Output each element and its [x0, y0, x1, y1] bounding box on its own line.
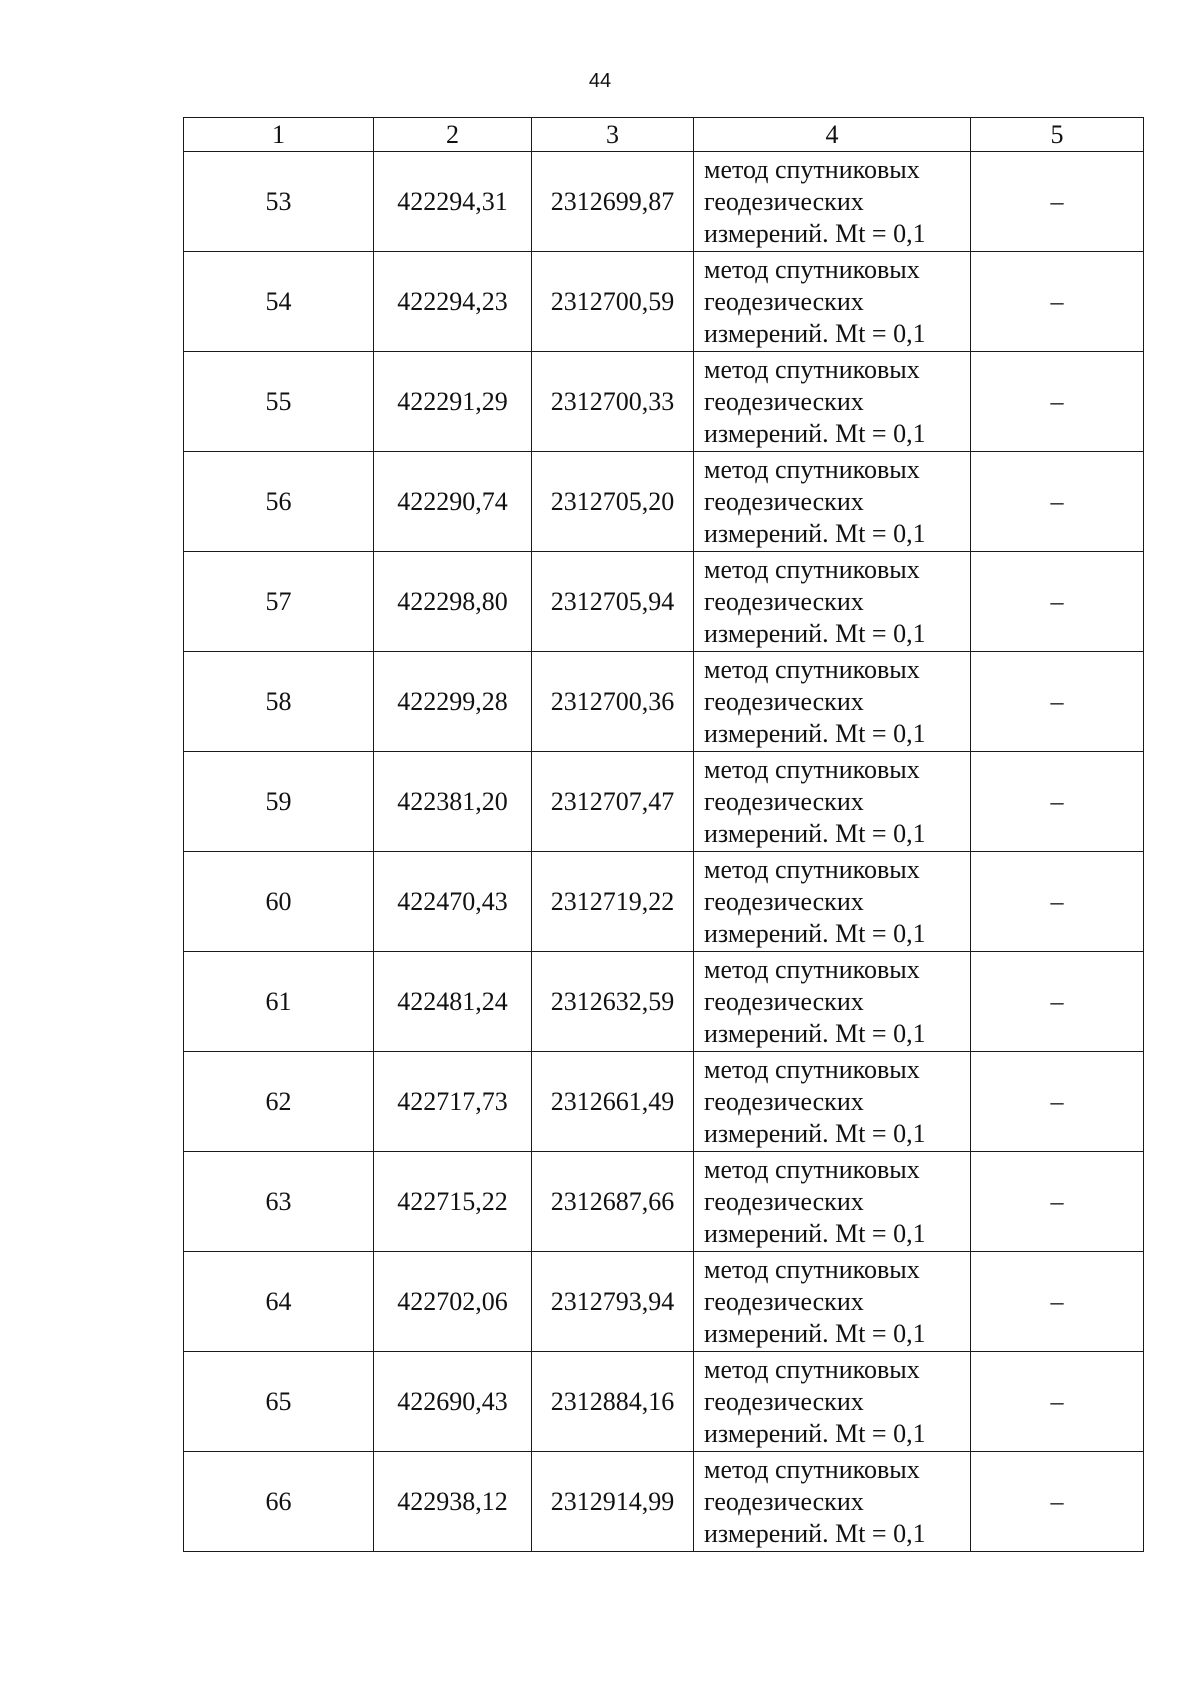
table-row — [184, 1352, 1144, 1452]
method-line: измерений. Mt = 0,1 — [704, 918, 926, 948]
table-row — [184, 852, 1144, 952]
table-row — [184, 1152, 1144, 1252]
method-cell — [694, 1052, 971, 1152]
header-col-5: 5 — [971, 118, 1144, 152]
note-cell: – — [971, 552, 1144, 652]
note-cell: – — [971, 1252, 1144, 1352]
method-line: геодезических — [704, 1386, 864, 1416]
method-cell — [694, 552, 971, 652]
coordinates-table — [183, 117, 1144, 1552]
page-number: 44 — [588, 70, 612, 92]
point-number-cell: 59 — [184, 752, 374, 852]
header-col-1: 1 — [184, 118, 374, 152]
method-line: метод спутниковых — [704, 1154, 920, 1184]
y-coordinate-cell: 2312884,16 — [532, 1352, 694, 1452]
method-cell — [694, 1352, 971, 1452]
method-line: метод спутниковых — [704, 954, 920, 984]
table-row — [184, 952, 1144, 1052]
point-number-cell: 66 — [184, 1452, 374, 1552]
point-number-cell: 65 — [184, 1352, 374, 1452]
method-line: измерений. Mt = 0,1 — [704, 1018, 926, 1048]
method-line: измерений. Mt = 0,1 — [704, 718, 926, 748]
point-number-cell: 53 — [184, 152, 374, 252]
y-coordinate-cell: 2312914,99 — [532, 1452, 694, 1552]
y-coordinate-cell: 2312719,22 — [532, 852, 694, 952]
note-cell: – — [971, 652, 1144, 752]
y-coordinate-cell: 2312707,47 — [532, 752, 694, 852]
method-line: геодезических — [704, 586, 864, 616]
method-line: метод спутниковых — [704, 1054, 920, 1084]
y-coordinate-cell: 2312661,49 — [532, 1052, 694, 1152]
method-line: измерений. Mt = 0,1 — [704, 418, 926, 448]
note-cell: – — [971, 352, 1144, 452]
note-cell: – — [971, 752, 1144, 852]
method-line: геодезических — [704, 186, 864, 216]
point-number-cell: 63 — [184, 1152, 374, 1252]
point-number-cell: 54 — [184, 252, 374, 352]
method-line: геодезических — [704, 1086, 864, 1116]
note-cell: – — [971, 952, 1144, 1052]
x-coordinate-cell: 422290,74 — [374, 452, 532, 552]
method-line: измерений. Mt = 0,1 — [704, 818, 926, 848]
method-line: измерений. Mt = 0,1 — [704, 1118, 926, 1148]
method-line: геодезических — [704, 386, 864, 416]
x-coordinate-cell: 422690,43 — [374, 1352, 532, 1452]
method-line: измерений. Mt = 0,1 — [704, 318, 926, 348]
method-line: геодезических — [704, 986, 864, 1016]
method-line: геодезических — [704, 686, 864, 716]
method-line: измерений. Mt = 0,1 — [704, 618, 926, 648]
table-row — [184, 152, 1144, 252]
header-col-2: 2 — [374, 118, 532, 152]
method-line: метод спутниковых — [704, 1454, 920, 1484]
x-coordinate-cell: 422715,22 — [374, 1152, 532, 1252]
point-number-cell: 57 — [184, 552, 374, 652]
method-line: геодезических — [704, 886, 864, 916]
method-line: геодезических — [704, 486, 864, 516]
x-coordinate-cell: 422294,31 — [374, 152, 532, 252]
note-cell: – — [971, 1352, 1144, 1452]
note-cell: – — [971, 252, 1144, 352]
method-line: метод спутниковых — [704, 354, 920, 384]
method-line: геодезических — [704, 1486, 864, 1516]
table-row — [184, 252, 1144, 352]
method-cell — [694, 952, 971, 1052]
header-col-4: 4 — [694, 118, 971, 152]
method-line: метод спутниковых — [704, 1254, 920, 1284]
method-line: метод спутниковых — [704, 1354, 920, 1384]
header-col-3: 3 — [532, 118, 694, 152]
x-coordinate-cell: 422470,43 — [374, 852, 532, 952]
y-coordinate-cell: 2312793,94 — [532, 1252, 694, 1352]
method-line: геодезических — [704, 1186, 864, 1216]
y-coordinate-cell: 2312699,87 — [532, 152, 694, 252]
header-row — [184, 118, 1144, 152]
x-coordinate-cell: 422291,29 — [374, 352, 532, 452]
method-cell — [694, 1252, 971, 1352]
y-coordinate-cell: 2312705,20 — [532, 452, 694, 552]
table-row — [184, 1252, 1144, 1352]
method-cell — [694, 452, 971, 552]
point-number-cell: 55 — [184, 352, 374, 452]
table-header — [184, 118, 1144, 152]
table-body — [184, 152, 1144, 1552]
note-cell: – — [971, 1452, 1144, 1552]
x-coordinate-cell: 422381,20 — [374, 752, 532, 852]
method-line: метод спутниковых — [704, 554, 920, 584]
x-coordinate-cell: 422717,73 — [374, 1052, 532, 1152]
method-line: геодезических — [704, 786, 864, 816]
table-row — [184, 352, 1144, 452]
point-number-cell: 60 — [184, 852, 374, 952]
method-cell — [694, 1452, 971, 1552]
point-number-cell: 61 — [184, 952, 374, 1052]
note-cell: – — [971, 152, 1144, 252]
method-cell — [694, 252, 971, 352]
point-number-cell: 58 — [184, 652, 374, 752]
y-coordinate-cell: 2312700,59 — [532, 252, 694, 352]
table-row — [184, 1052, 1144, 1152]
table-row — [184, 1452, 1144, 1552]
note-cell: – — [971, 1052, 1144, 1152]
table-row — [184, 552, 1144, 652]
x-coordinate-cell: 422294,23 — [374, 252, 532, 352]
method-line: метод спутниковых — [704, 454, 920, 484]
method-line: геодезических — [704, 286, 864, 316]
method-line: метод спутниковых — [704, 254, 920, 284]
point-number-cell: 64 — [184, 1252, 374, 1352]
method-line: метод спутниковых — [704, 754, 920, 784]
note-cell: – — [971, 1152, 1144, 1252]
y-coordinate-cell: 2312700,33 — [532, 352, 694, 452]
y-coordinate-cell: 2312687,66 — [532, 1152, 694, 1252]
method-line: метод спутниковых — [704, 154, 920, 184]
table-row — [184, 652, 1144, 752]
method-line: измерений. Mt = 0,1 — [704, 1418, 926, 1448]
note-cell: – — [971, 852, 1144, 952]
method-cell — [694, 352, 971, 452]
method-cell — [694, 1152, 971, 1252]
x-coordinate-cell: 422938,12 — [374, 1452, 532, 1552]
table-row — [184, 752, 1144, 852]
method-line: измерений. Mt = 0,1 — [704, 218, 926, 248]
method-cell — [694, 652, 971, 752]
method-line: измерений. Mt = 0,1 — [704, 1318, 926, 1348]
point-number-cell: 56 — [184, 452, 374, 552]
method-cell — [694, 152, 971, 252]
method-cell — [694, 752, 971, 852]
x-coordinate-cell: 422702,06 — [374, 1252, 532, 1352]
y-coordinate-cell: 2312632,59 — [532, 952, 694, 1052]
method-line: метод спутниковых — [704, 854, 920, 884]
x-coordinate-cell: 422298,80 — [374, 552, 532, 652]
table-row — [184, 452, 1144, 552]
y-coordinate-cell: 2312700,36 — [532, 652, 694, 752]
method-line: измерений. Mt = 0,1 — [704, 518, 926, 548]
method-line: измерений. Mt = 0,1 — [704, 1518, 926, 1548]
x-coordinate-cell: 422299,28 — [374, 652, 532, 752]
point-number-cell: 62 — [184, 1052, 374, 1152]
y-coordinate-cell: 2312705,94 — [532, 552, 694, 652]
x-coordinate-cell: 422481,24 — [374, 952, 532, 1052]
method-line: измерений. Mt = 0,1 — [704, 1218, 926, 1248]
note-cell: – — [971, 452, 1144, 552]
method-cell — [694, 852, 971, 952]
method-line: геодезических — [704, 1286, 864, 1316]
method-line: метод спутниковых — [704, 654, 920, 684]
